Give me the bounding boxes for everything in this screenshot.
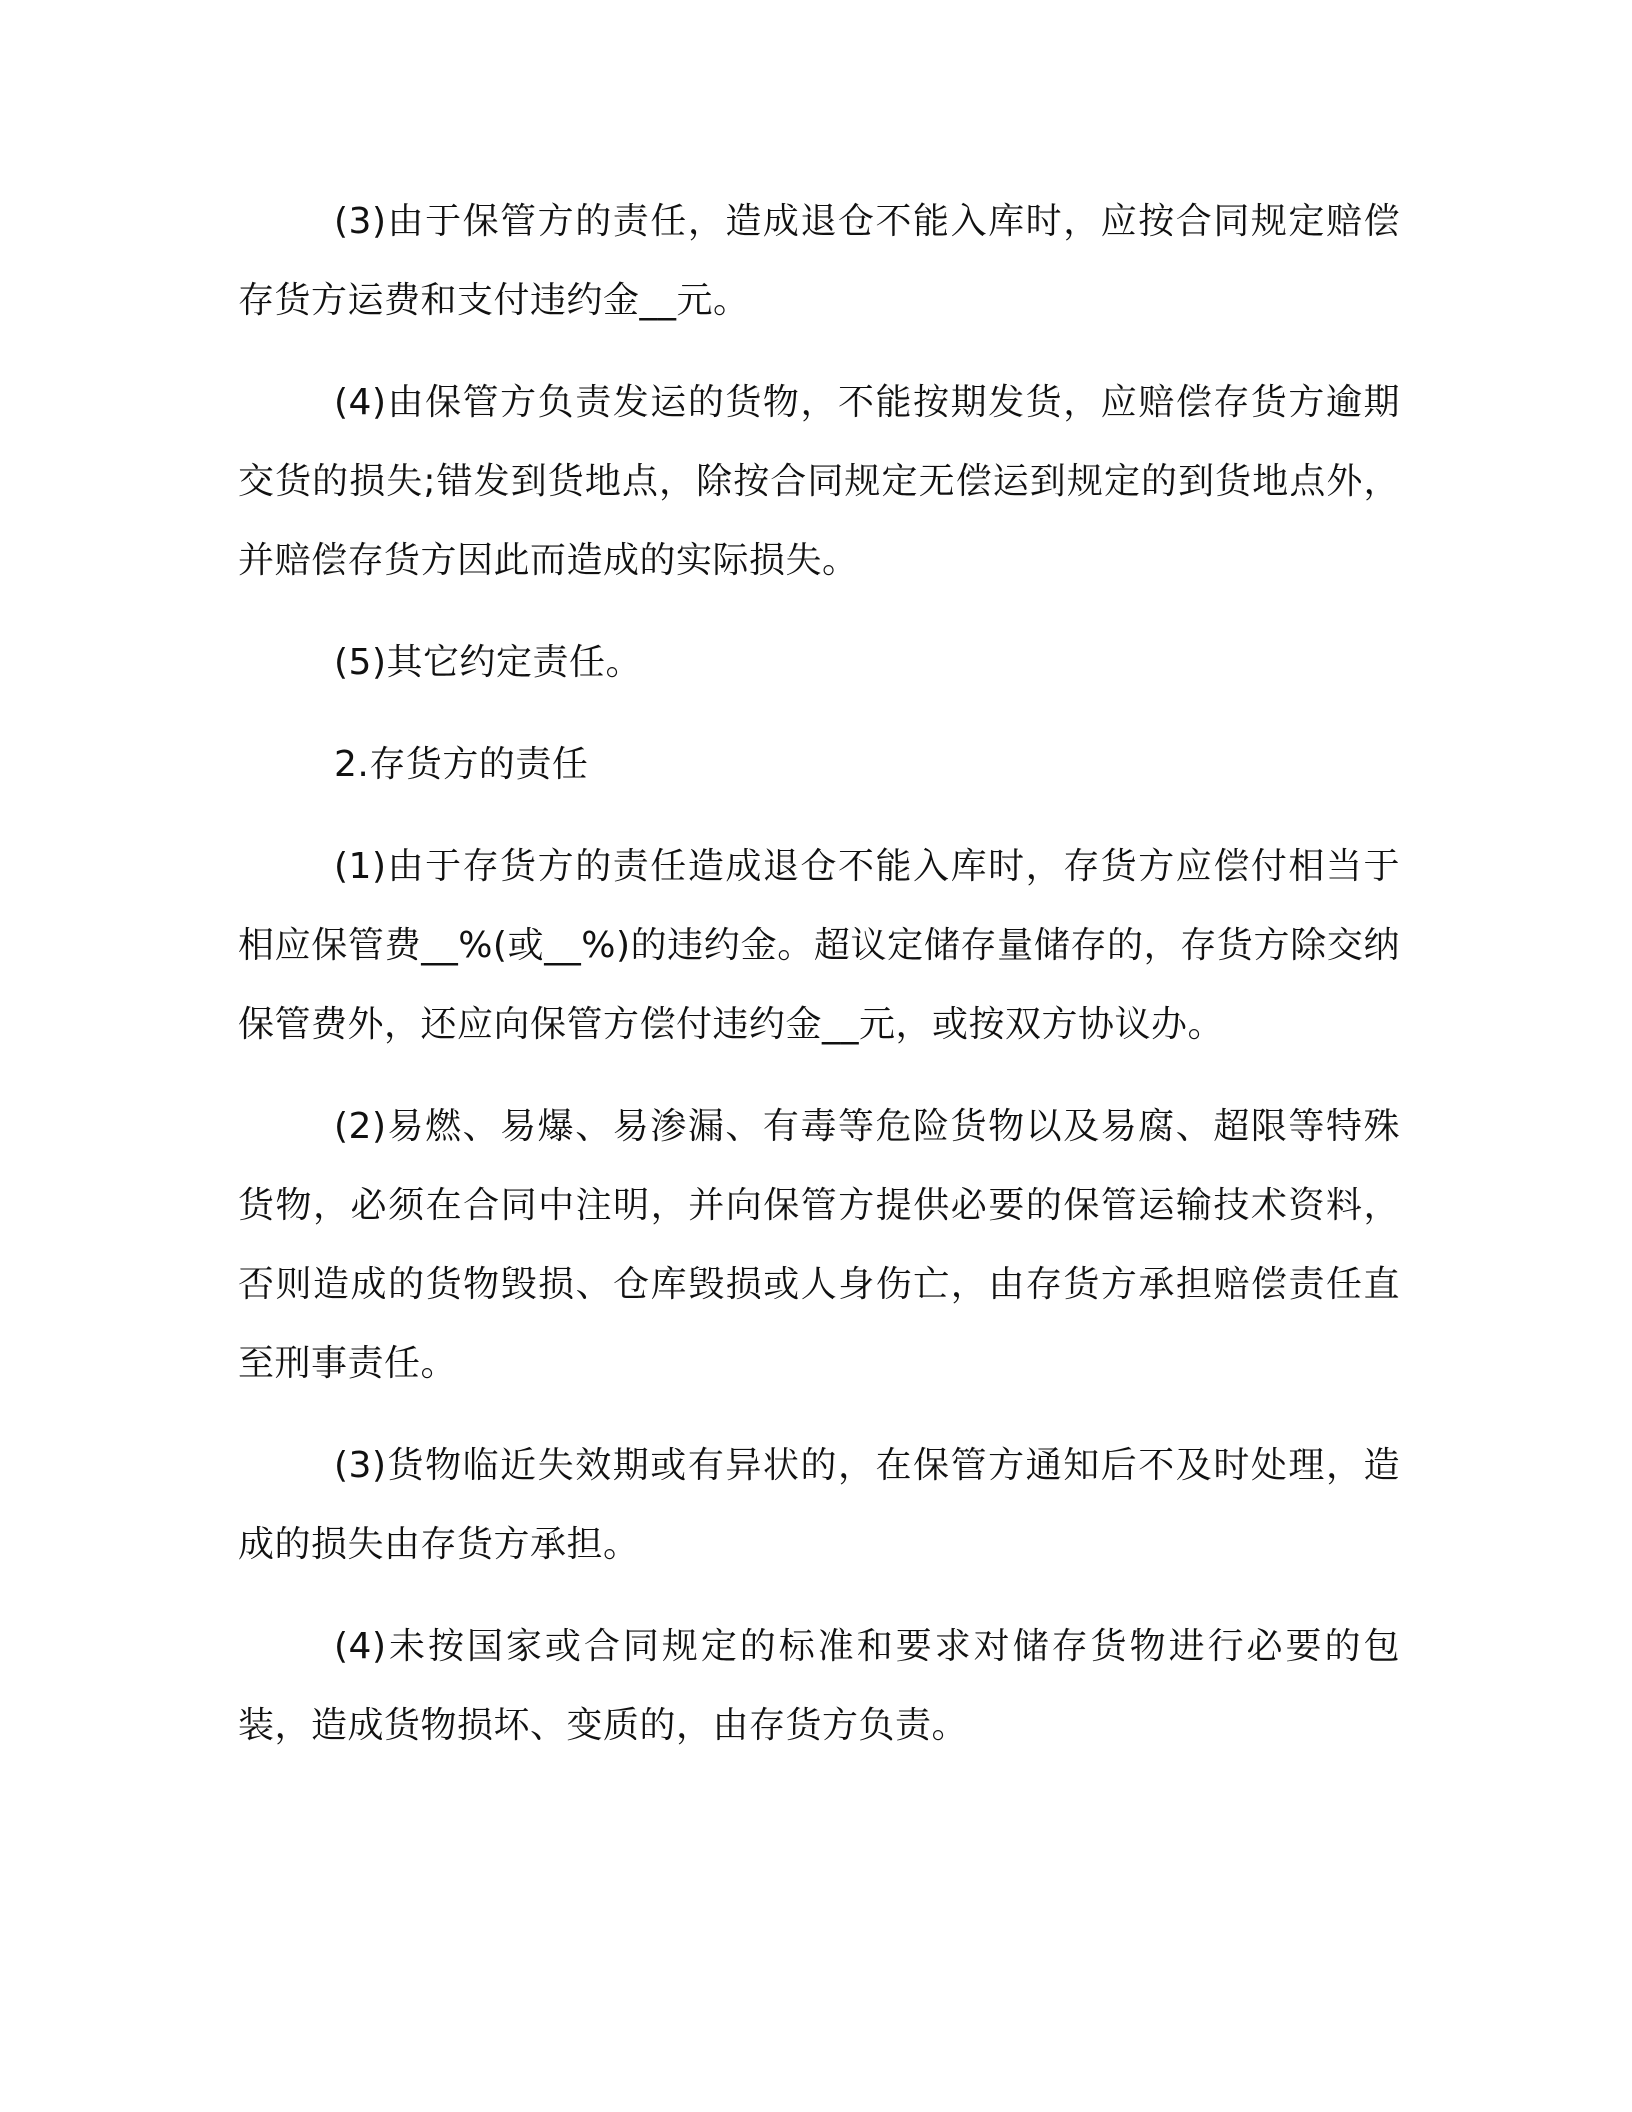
- paragraph-keeper-liability-5: (5)其它约定责任。: [334, 642, 642, 683]
- section-heading-depositor-liability: 2.存货方的责任: [334, 744, 589, 785]
- paragraph-depositor-liability-3: (3)货物临近失效期或有异状的，在保管方通知后不及时处理，造成的损失由存货方承担。: [238, 1445, 1400, 1565]
- paragraph-keeper-liability-3: (3)由于保管方的责任，造成退仓不能入库时，应按合同规定赔偿存货方运费和支付违约金__元。: [238, 201, 1400, 321]
- paragraph-keeper-liability-4: (4)由保管方负责发运的货物，不能按期发货，应赔偿存货方逾期交货的损失;错发到货地点，除按合同规定无偿运到规定的到货地点外，并赔偿存货方因此而造成的实际损失。: [238, 382, 1400, 581]
- document-body: [238, 182, 1400, 1788]
- paragraph-depositor-liability-2: (2)易燃、易爆、易渗漏、有毒等危险货物以及易腐、超限等特殊货物，必须在合同中注明，并向保管方提供必要的保管运输技术资料，否则造成的货物毁损、仓库毁损或人身伤亡，由存货方承担赔偿责任直至刑事责任。: [238, 1106, 1400, 1384]
- paragraph-depositor-liability-4: (4)未按国家或合同规定的标准和要求对储存货物进行必要的包装，造成货物损坏、变质的，由存货方负责。: [238, 1626, 1400, 1746]
- paragraph-depositor-liability-1: (1)由于存货方的责任造成退仓不能入库时，存货方应偿付相当于相应保管费__%(或__%)的违约金。超议定储存量储存的，存货方除交纳保管费外，还应向保管方偿付违约金__元，或按双方协议办。: [238, 846, 1400, 1045]
